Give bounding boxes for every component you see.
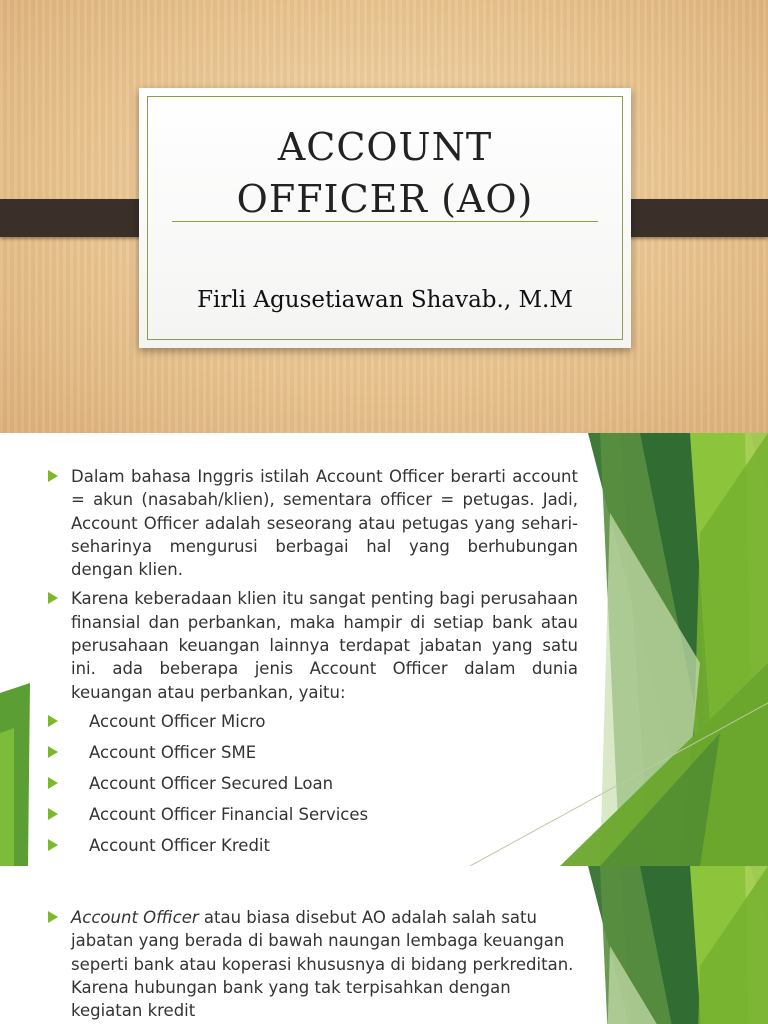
bullet-triangle-icon bbox=[48, 470, 58, 482]
title-card-frame bbox=[147, 96, 623, 340]
content-slide-ao bbox=[0, 866, 768, 1024]
bullet-text: Account Officer Kredit bbox=[89, 835, 270, 855]
bullet-list bbox=[48, 906, 578, 1024]
title-divider bbox=[172, 221, 598, 222]
bullet-triangle-icon bbox=[48, 777, 58, 789]
bullet-lead-term: Account Officer bbox=[71, 908, 199, 927]
content-slide-definition bbox=[0, 433, 768, 866]
list-item bbox=[48, 710, 578, 733]
bullet-list bbox=[48, 465, 578, 864]
list-item bbox=[48, 834, 578, 857]
bullet-text: Account Officer Secured Loan bbox=[89, 773, 334, 793]
title-slide bbox=[0, 0, 768, 433]
left-strap-decoration bbox=[0, 199, 157, 237]
list-item bbox=[48, 741, 578, 764]
bullet-text: Dalam bahasa Inggris istilah Account Officer berarti account = akun (nasabah/klien), sementara officer = petugas. Jadi, Account Officer adalah seseorang atau petugas yang sehari-seharinya mengurusi berbagai hal yang berhubungan dengan klien. bbox=[71, 467, 578, 580]
slide-title-line-2: OFFICER (AO) bbox=[236, 177, 534, 221]
bullet-text: Account Officer Financial Services bbox=[89, 804, 369, 824]
right-strap-decoration bbox=[612, 199, 768, 237]
slide-title-line-1: ACCOUNT bbox=[277, 125, 493, 169]
bullet-triangle-icon bbox=[48, 808, 58, 820]
bullet-text: Karena keberadaan klien itu sangat penting bagi perusahaan finansial dan perbankan, maka hampir di setiap bank atau perusahaan keuangan lainnya terdapat jabatan yang satu ini. ada beberapa jenis Account Officer dalam dunia keuangan atau perbankan, yaitu: bbox=[71, 589, 578, 702]
title-card bbox=[139, 88, 631, 348]
slide-subtitle: Firli Agusetiawan Shavab., M.M bbox=[197, 287, 573, 313]
bullet-triangle-icon bbox=[48, 715, 58, 727]
list-item bbox=[48, 587, 578, 703]
bullet-text: Account Officer Micro bbox=[89, 711, 266, 731]
list-item bbox=[48, 803, 578, 826]
list-item bbox=[48, 772, 578, 795]
bullet-triangle-icon bbox=[48, 911, 58, 923]
bullet-triangle-icon bbox=[48, 839, 58, 851]
bullet-triangle-icon bbox=[48, 592, 58, 604]
slide-title bbox=[148, 121, 622, 225]
bullet-text: atau biasa disebut AO adalah salah satu jabatan yang berada di bawah naungan lembaga keuangan seperti bank atau koperasi khususnya di bidang perkreditan. Karena hubungan bank yang tak terpisahkan dengan kegiatan kredit bbox=[71, 908, 574, 1021]
list-item bbox=[48, 906, 578, 1022]
bullet-triangle-icon bbox=[48, 746, 58, 758]
list-item bbox=[48, 465, 578, 581]
bullet-text: Account Officer SME bbox=[89, 742, 257, 762]
